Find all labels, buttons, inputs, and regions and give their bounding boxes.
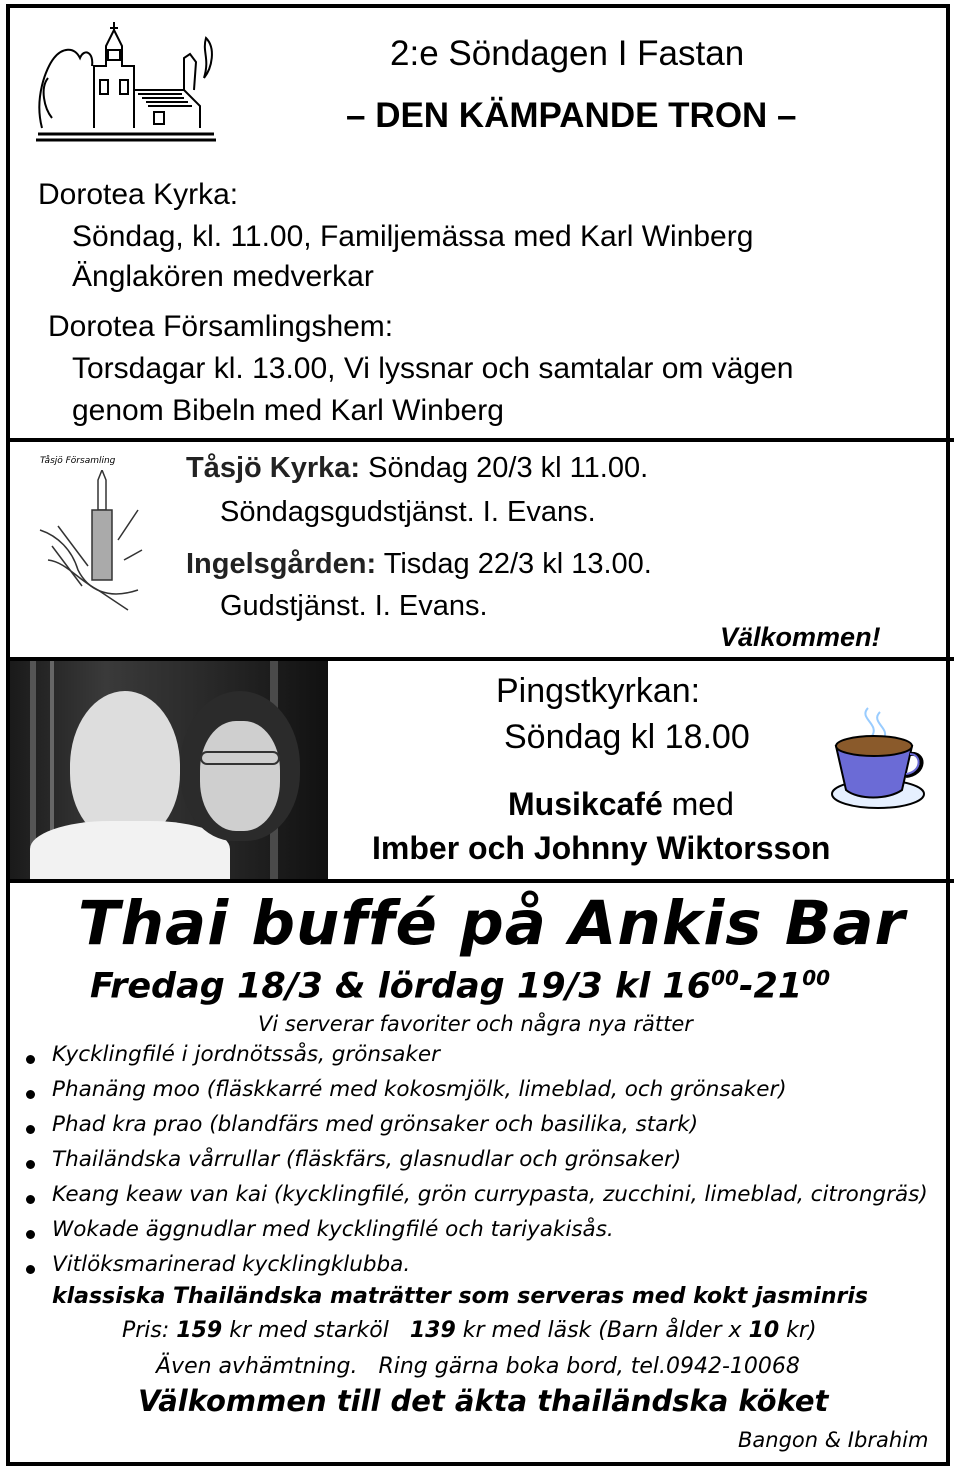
header-subtitle: – DEN KÄMPANDE TRON – — [346, 96, 797, 135]
woman-glasses — [200, 751, 280, 765]
ingelsgarden-heading: Ingelsgården: — [186, 548, 377, 580]
dorotea-kyrka-heading: Dorotea Kyrka: — [38, 178, 239, 211]
tasjo-time: Söndag 20/3 kl 11.00. — [360, 452, 649, 484]
pingst-heading: Pingstkyrkan: — [496, 672, 701, 710]
musikcafe-rest: med — [662, 786, 734, 822]
divider-3 — [6, 879, 954, 883]
woman-face — [200, 721, 280, 831]
dorotea-kyrka-line1: Söndag, kl. 11.00, Familjemässa med Karl Winberg — [72, 220, 754, 253]
thai-menu-list — [52, 1042, 928, 1287]
menu-item — [52, 1217, 928, 1252]
bullet — [26, 1160, 35, 1169]
menu-item — [52, 1182, 928, 1217]
ingelsgarden-line2: Gudstjänst. I. Evans. — [220, 590, 488, 622]
menu-item — [52, 1042, 928, 1077]
price-with-beer: 159 — [176, 1318, 223, 1343]
divider-1 — [6, 438, 954, 442]
tasjo-line1 — [186, 452, 648, 485]
bullet — [26, 1125, 35, 1134]
pingst-time: Söndag kl 18.00 — [504, 718, 750, 756]
tasjo-line2: Söndagsgudstjänst. I. Evans. — [220, 496, 596, 528]
ingelsgarden-time: Tisdag 22/3 kl 13.00. — [376, 548, 652, 580]
menu-item — [52, 1077, 928, 1112]
bullet — [26, 1055, 35, 1064]
forsamlingshem-heading: Dorotea Församlingshem: — [48, 310, 394, 343]
thai-date-text: Fredag 18/3 & lördag 19/3 kl 16 — [90, 966, 712, 1007]
performers-photo — [10, 661, 328, 879]
church-illustration — [34, 18, 220, 148]
price-mid1: kr med starköl — [222, 1318, 410, 1343]
menu-item-text: Wokade äggnudlar med kycklingfilé och tariyakisås. — [52, 1217, 614, 1242]
dorotea-kyrka-line2: Änglakören medverkar — [72, 260, 374, 293]
bullet — [26, 1090, 35, 1099]
price-prefix: Pris: — [122, 1318, 177, 1343]
price-with-soda: 139 — [409, 1318, 456, 1343]
price-child: 10 — [748, 1318, 780, 1343]
tasjo-logo — [38, 456, 148, 616]
thai-takeaway: Även avhämtning. Ring gärna boka bord, tel.0942-10068 — [156, 1354, 800, 1379]
thai-signature: Bangon & Ibrahim — [738, 1428, 929, 1452]
thai-date-mid: -21 — [738, 966, 803, 1007]
menu-item-text: Keang keaw van kai (kycklingfilé, grön currypasta, zucchini, limeblad, citrongräs) — [52, 1182, 928, 1207]
menu-item — [52, 1147, 928, 1182]
bullet — [26, 1230, 35, 1239]
tasjo-welcome: Välkommen! — [720, 622, 881, 652]
man-shirt — [30, 821, 230, 879]
thai-title: Thai buffé på Ankis Bar — [78, 888, 906, 959]
thai-intro: Vi serverar favoriter och några nya rätter — [258, 1012, 693, 1036]
man-face — [70, 691, 180, 841]
thai-date-sup1: 00 — [711, 966, 739, 990]
price-end: kr) — [779, 1318, 817, 1343]
thai-price — [122, 1318, 817, 1343]
tasjo-heading: Tåsjö Kyrka: — [186, 452, 361, 484]
menu-item-text: Phanäng moo (fläskkarré med kokosmjölk, limeblad, och grönsaker) — [52, 1077, 787, 1102]
thai-welcome: Välkommen till det äkta thailändska köket — [138, 1384, 829, 1418]
header-title: 2:e Söndagen I Fastan — [390, 34, 745, 73]
menu-item-text: Phad kra prao (blandfärs med grönsaker och basilika, stark) — [52, 1112, 699, 1137]
pingst-event — [508, 786, 734, 823]
menu-item-text: Thailändska vårrullar (fläskfärs, glasnudlar och grönsaker) — [52, 1147, 682, 1172]
tasjo-logo-drawing — [38, 470, 148, 616]
thai-classic: klassiska Thailändska maträtter som serveras med kokt jasminris — [52, 1284, 868, 1309]
pingst-performers: Imber och Johnny Wiktorsson — [372, 830, 831, 866]
menu-item — [52, 1252, 928, 1287]
forsamlingshem-line2: genom Bibeln med Karl Winberg — [72, 394, 504, 427]
forsamlingshem-line1: Torsdagar kl. 13.00, Vi lyssnar och samtalar om vägen — [72, 352, 794, 385]
coffee-cup-icon — [828, 706, 928, 814]
thai-date — [90, 966, 830, 1007]
bullet — [26, 1195, 35, 1204]
menu-item-text: Kycklingfilé i jordnötssås, grönsaker — [52, 1042, 440, 1067]
menu-item-text: Vitlöksmarinerad kycklingklubba. — [52, 1252, 411, 1277]
musikcafe-label: Musikcafé — [508, 786, 663, 822]
bullet — [26, 1265, 35, 1274]
thai-date-sup2: 00 — [802, 966, 831, 990]
price-mid2: kr med läsk (Barn ålder x — [455, 1318, 749, 1343]
tasjo-logo-text: Tåsjö Församling — [40, 456, 116, 466]
ingelsgarden-line1 — [186, 548, 652, 581]
menu-item — [52, 1112, 928, 1147]
